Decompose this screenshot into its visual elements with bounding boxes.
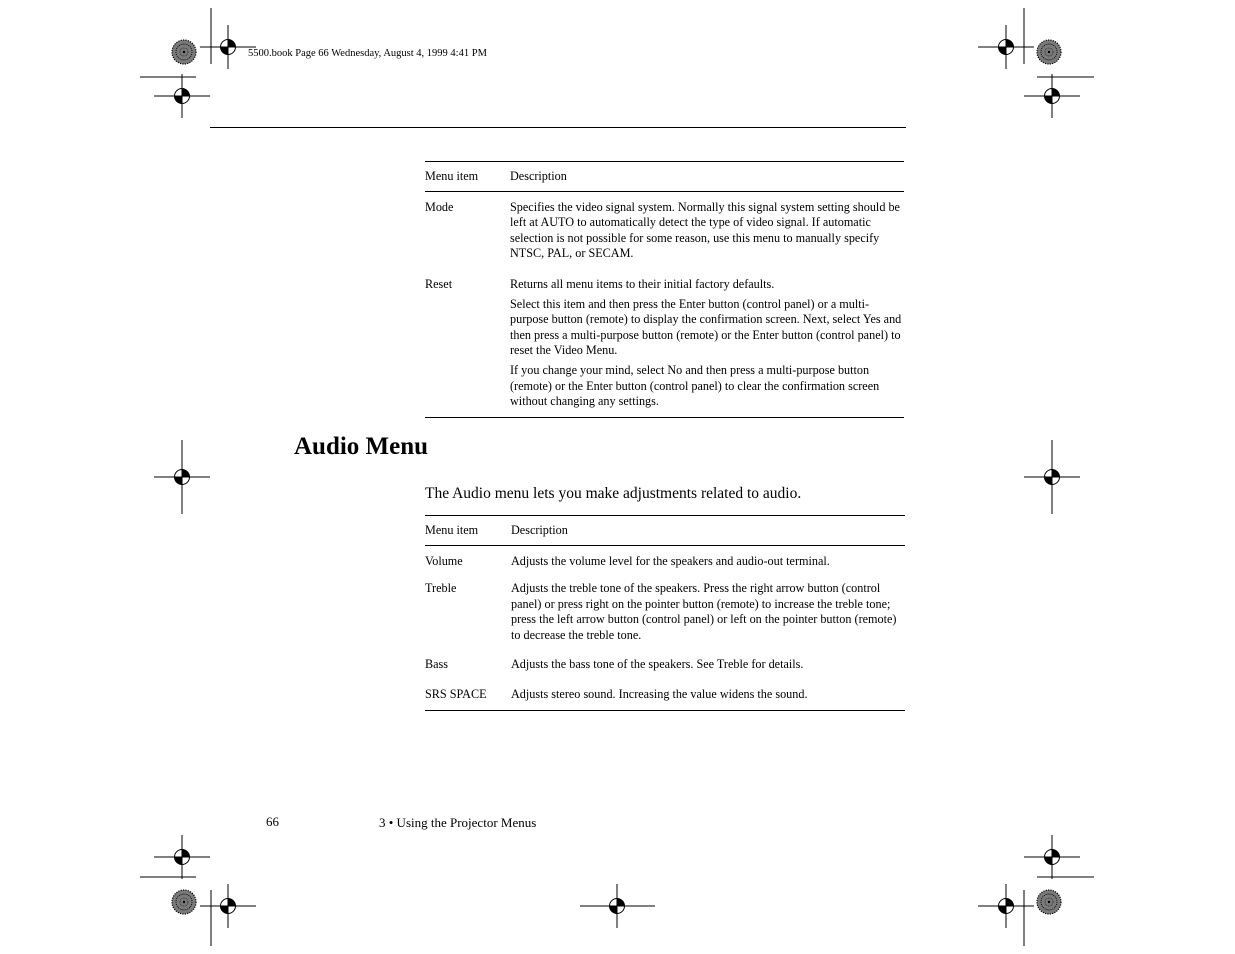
description-cell: Adjusts stereo sound. Increasing the value widens the sound.: [511, 687, 808, 702]
description-cell: Adjusts the volume level for the speakers and audio-out terminal.: [511, 553, 830, 568]
menu-item-volume: Volume: [425, 553, 463, 568]
crosshair-mark-top-left: [200, 25, 256, 69]
table-row: [425, 687, 905, 710]
description-cell: [510, 277, 904, 417]
menu-item-treble: Treble: [425, 581, 457, 596]
video-menu-table: [425, 161, 904, 418]
menu-item-bass: Bass: [425, 656, 449, 671]
crosshair-mark-right-lower: [1024, 835, 1080, 879]
crosshair-mark-top-right: [978, 25, 1034, 69]
description-paragraph: Returns all menu items to their initial factory defaults.: [510, 276, 775, 291]
table-row: [425, 657, 905, 688]
print-slug: 5500.book Page 66 Wednesday, August 4, 1999 4:41 PM: [248, 48, 487, 59]
crosshair-mark-bottom-left: [200, 884, 256, 928]
table-header-row: [425, 162, 904, 192]
description-cell: Adjusts the treble tone of the speakers. Press the right arrow button (control panel) or press right on the pointer button (remote) to increase the treble tone; press the left arrow button (control panel) or left on the pointer button (remote) to decrease the treble tone.: [511, 581, 897, 642]
table-row: [425, 581, 905, 656]
star-target-bottom-left: [172, 890, 196, 914]
table-row: [425, 277, 904, 417]
column-header-description: Description: [511, 516, 905, 546]
description-paragraph: If you change your mind, select No and then press a multi-purpose button (remote) or the Enter button (control panel) to clear the confirmation screen without changing any settings.: [510, 362, 880, 409]
menu-item-srs-space: SRS SPACE: [425, 687, 487, 702]
crosshair-mark-bottom-right: [978, 884, 1034, 928]
crosshair-mark-left-upper: [154, 74, 210, 118]
table-header-row: [425, 516, 905, 546]
description-paragraph: Specifies the video signal system. Normally this signal system setting should be left at AUTO to automatically detect the type of video signal. If automatic selection is not possible for some reason, use this menu to manually specify NTSC, PAL, or SECAM.: [510, 199, 900, 261]
description-paragraph: Select this item and then press the Enter button (control panel) or a multi-purpose button (remote) to display the confirmation screen. Next, select Yes and then press a multi-purpose button (remote) or the Enter button (control panel) to reset the Video Menu.: [510, 296, 902, 358]
table-row: [425, 191, 904, 277]
page-number: 66: [266, 814, 279, 829]
section-heading: Audio Menu: [294, 433, 429, 460]
description-cell: Adjusts the bass tone of the speakers. See Treble for details.: [511, 656, 804, 671]
crosshair-mark-left-lower: [154, 835, 210, 879]
crosshair-mark-right-upper: [1024, 74, 1080, 118]
column-header-menu-item: Menu item: [425, 162, 510, 192]
header-rule: [210, 127, 906, 128]
star-target-top-left: [172, 40, 196, 64]
description-cell: [510, 191, 904, 277]
menu-item-mode: Mode: [425, 199, 454, 214]
section-intro: The Audio menu lets you make adjustments related to audio.: [425, 485, 802, 502]
star-target-bottom-right: [1037, 890, 1061, 914]
column-header-description: Description: [510, 162, 904, 192]
audio-menu-table: [425, 515, 905, 711]
column-header-menu-item: Menu item: [425, 516, 511, 546]
running-footer: 3 • Using the Projector Menus: [379, 815, 537, 830]
table-row: [425, 545, 905, 581]
star-target-top-right: [1037, 40, 1061, 64]
menu-item-reset: Reset: [425, 276, 453, 291]
